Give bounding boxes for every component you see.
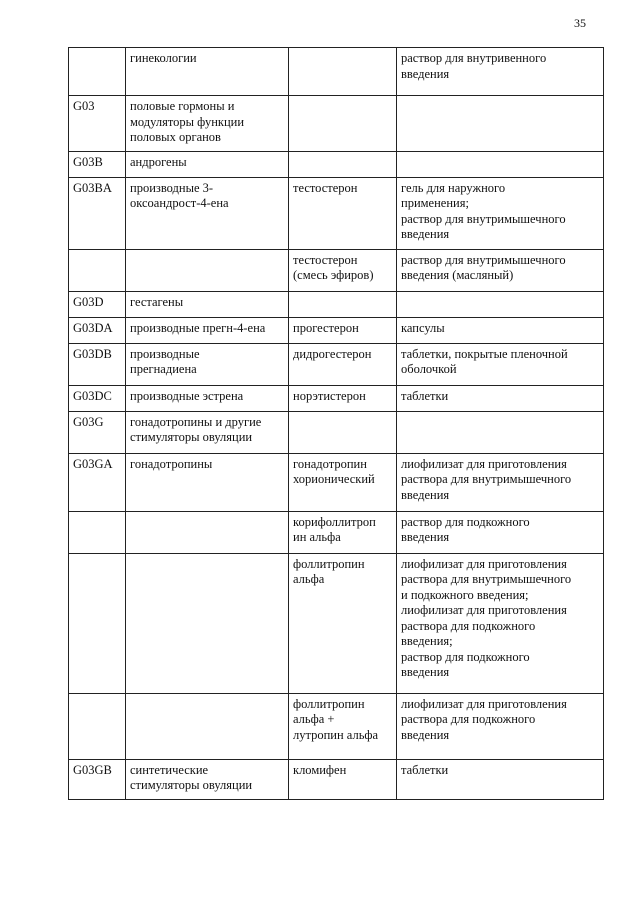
drug-name-line: гонадотропин	[293, 456, 367, 471]
dosage-form-line: раствор для подкожного	[401, 514, 530, 529]
group-name-cell	[126, 96, 289, 152]
drug-name-cell	[289, 411, 397, 453]
dosage-form-cell	[397, 511, 604, 553]
group-name-line: оксоандрост-4-ена	[130, 196, 229, 210]
table-row	[69, 411, 604, 453]
group-name-line: производные эстрена	[130, 388, 244, 403]
drug-name-cell	[289, 96, 397, 152]
group-name-line: гонадотропины и другие	[130, 414, 262, 429]
drug-name-line: норэтистерон	[293, 388, 366, 403]
drug-name-cell	[289, 291, 397, 317]
dosage-form-cell	[397, 151, 604, 177]
atc-code-cell	[69, 511, 126, 553]
drug-name-line: лутропин альфа	[293, 727, 379, 742]
atc-code-cell	[69, 553, 126, 693]
group-name-cell	[126, 411, 289, 453]
dosage-form-cell	[397, 453, 604, 511]
dosage-form-line: раствора для внутримышечного	[401, 472, 572, 486]
dosage-form-line: таблетки	[401, 388, 449, 403]
table-row	[69, 291, 604, 317]
atc-code-cell: G03DA	[69, 317, 126, 343]
group-name-cell	[126, 511, 289, 553]
drug-name-cell	[289, 317, 397, 343]
drug-name-line: (смесь эфиров)	[293, 268, 374, 282]
drug-name-cell	[289, 151, 397, 177]
dosage-form-cell	[397, 693, 604, 759]
group-name-line: андрогены	[130, 154, 187, 169]
group-name-cell	[126, 693, 289, 759]
dosage-form-line: таблетки, покрытые пленочной	[401, 346, 568, 361]
atc-code-cell	[69, 48, 126, 96]
dosage-form-line: раствора для подкожного	[401, 618, 536, 633]
dosage-form-line: раствор для внутривенного	[401, 51, 547, 65]
dosage-form-line: введения;	[401, 634, 453, 648]
dosage-form-line: введения	[401, 665, 450, 679]
dosage-form-cell	[397, 96, 604, 152]
drug-name-line: альфа	[293, 572, 325, 586]
table-row	[69, 177, 604, 249]
table-row	[69, 48, 604, 96]
table-row	[69, 759, 604, 799]
dosage-form-line: раствор для внутримышечного	[401, 252, 566, 267]
dosage-form-cell	[397, 553, 604, 693]
table-row	[69, 385, 604, 411]
group-name-line: модуляторы функции	[130, 114, 245, 129]
drug-name-line: тестостерон	[293, 252, 358, 267]
group-name-line: производные 3-	[130, 180, 214, 195]
atc-drug-table	[68, 47, 604, 800]
drug-name-line: корифоллитроп	[293, 514, 376, 529]
drug-name-cell	[289, 249, 397, 291]
dosage-form-cell	[397, 317, 604, 343]
dosage-form-line: капсулы	[401, 320, 445, 335]
drug-name-cell	[289, 48, 397, 96]
group-name-cell	[126, 385, 289, 411]
page-number: 35	[574, 16, 586, 30]
drug-name-cell	[289, 343, 397, 385]
atc-code-cell: G03G	[69, 411, 126, 453]
dosage-form-cell	[397, 759, 604, 799]
group-name-line: стимуляторы овуляции	[130, 778, 253, 792]
group-name-line: гонадотропины	[130, 456, 213, 471]
group-name-line: прегнадиена	[130, 362, 197, 376]
dosage-form-line: раствора для подкожного	[401, 712, 536, 726]
group-name-line: гинекологии	[130, 51, 197, 65]
dosage-form-line: таблетки	[401, 762, 449, 777]
dosage-form-cell	[397, 411, 604, 453]
dosage-form-line: раствор для подкожного	[401, 649, 530, 664]
dosage-form-line: раствор для внутримышечного	[401, 211, 566, 226]
atc-code-cell	[69, 249, 126, 291]
drug-name-line: дидрогестерон	[293, 346, 372, 361]
group-name-cell	[126, 759, 289, 799]
dosage-form-line: лиофилизат для приготовления	[401, 456, 567, 471]
group-name-cell	[126, 48, 289, 96]
dosage-form-line: введения	[401, 66, 450, 81]
table-row	[69, 693, 604, 759]
drug-name-line: тестостерон	[293, 180, 358, 195]
dosage-form-line: и подкожного введения;	[401, 587, 529, 602]
atc-code-cell: G03GA	[69, 453, 126, 511]
drug-name-cell	[289, 693, 397, 759]
atc-code-cell: G03DC	[69, 385, 126, 411]
drug-name-cell	[289, 385, 397, 411]
dosage-form-line: введения	[401, 487, 450, 502]
drug-name-cell	[289, 511, 397, 553]
group-name-cell	[126, 453, 289, 511]
dosage-form-line: введения	[401, 727, 450, 742]
dosage-form-cell	[397, 249, 604, 291]
group-name-cell	[126, 151, 289, 177]
drug-name-cell	[289, 177, 397, 249]
table-row	[69, 511, 604, 553]
group-name-line: синтетические	[130, 762, 209, 777]
table-row	[69, 151, 604, 177]
drug-name-line: фоллитропин	[293, 696, 365, 711]
atc-code-cell: G03	[69, 96, 126, 152]
group-name-cell	[126, 291, 289, 317]
table-row	[69, 317, 604, 343]
atc-code-cell: G03B	[69, 151, 126, 177]
dosage-form-cell	[397, 177, 604, 249]
dosage-form-line: гель для наружного	[401, 180, 506, 195]
atc-code-cell: G03DB	[69, 343, 126, 385]
dosage-form-line: применения;	[401, 196, 469, 210]
drug-name-cell	[289, 553, 397, 693]
dosage-form-line: раствора для внутримышечного	[401, 572, 572, 586]
atc-code-cell	[69, 693, 126, 759]
group-name-cell	[126, 553, 289, 693]
dosage-form-line: лиофилизат для приготовления	[401, 603, 567, 617]
group-name-line: половых органов	[130, 130, 221, 144]
atc-code-cell: G03D	[69, 291, 126, 317]
group-name-line: производные	[130, 346, 200, 361]
drug-name-line: фоллитропин	[293, 556, 365, 571]
dosage-form-line: лиофилизат для приготовления	[401, 556, 567, 571]
group-name-line: гестагены	[130, 294, 184, 309]
dosage-form-cell	[397, 385, 604, 411]
drug-name-line: ин альфа	[293, 530, 341, 544]
table-row	[69, 249, 604, 291]
table-row	[69, 96, 604, 152]
table-body	[69, 48, 604, 800]
table-row	[69, 343, 604, 385]
group-name-cell	[126, 249, 289, 291]
drug-name-cell	[289, 759, 397, 799]
drug-name-line: прогестерон	[293, 320, 359, 335]
group-name-line: стимуляторы овуляции	[130, 430, 253, 444]
dosage-form-line: лиофилизат для приготовления	[401, 696, 567, 711]
atc-code-cell: G03GB	[69, 759, 126, 799]
group-name-cell	[126, 343, 289, 385]
dosage-form-line: введения	[401, 530, 450, 544]
table-row	[69, 553, 604, 693]
group-name-cell	[126, 317, 289, 343]
dosage-form-line: оболочкой	[401, 362, 457, 376]
dosage-form-line: введения (масляный)	[401, 268, 514, 282]
dosage-form-line: введения	[401, 227, 450, 241]
dosage-form-cell	[397, 48, 604, 96]
group-name-line: половые гормоны и	[130, 99, 235, 113]
drug-name-line: кломифен	[293, 762, 347, 777]
atc-code-cell: G03BA	[69, 177, 126, 249]
group-name-line: производные прегн-4-ена	[130, 320, 266, 335]
dosage-form-cell	[397, 343, 604, 385]
drug-name-cell	[289, 453, 397, 511]
table-row	[69, 453, 604, 511]
group-name-cell	[126, 177, 289, 249]
drug-name-line: хорионический	[293, 472, 375, 486]
dosage-form-cell	[397, 291, 604, 317]
drug-name-line: альфа +	[293, 712, 335, 726]
